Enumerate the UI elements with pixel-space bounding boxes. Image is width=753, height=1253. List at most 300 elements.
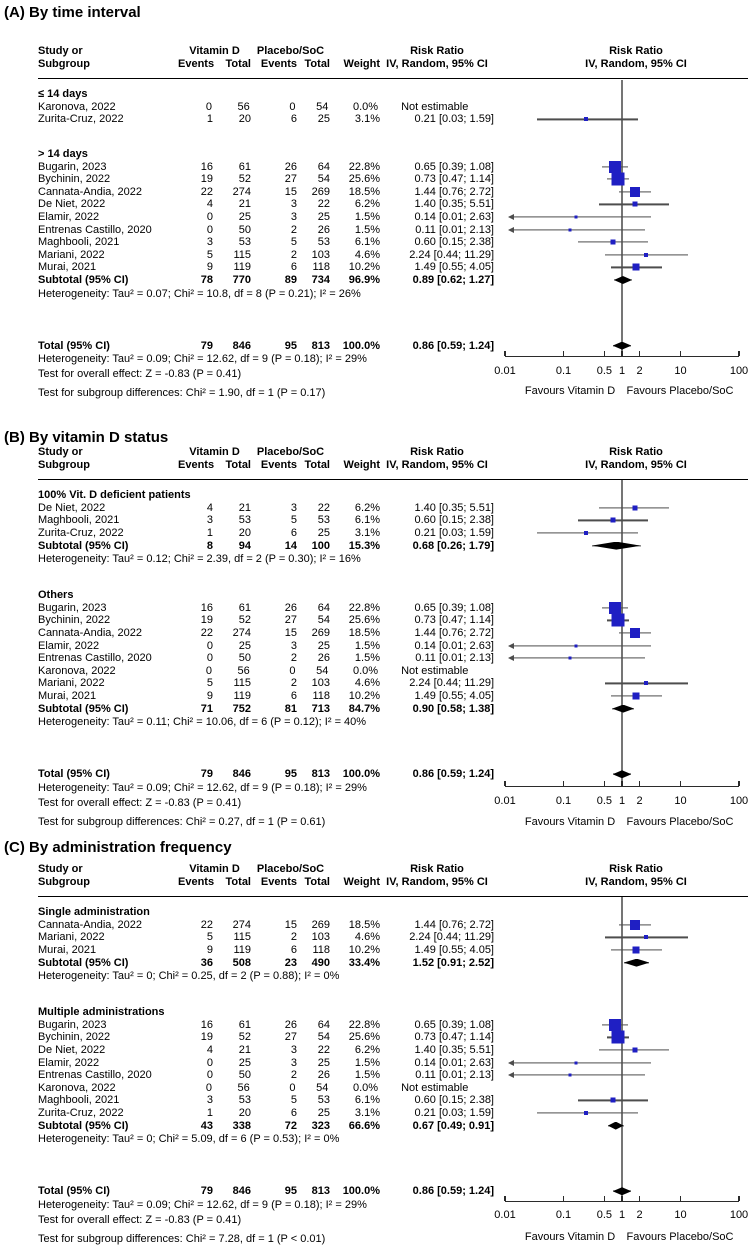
- events-treatment: 43: [200, 1119, 213, 1132]
- total-control: 22: [317, 501, 330, 514]
- weight-value: 1.5%: [354, 223, 380, 236]
- events-treatment: 0: [205, 1081, 212, 1094]
- total-control: 269: [311, 627, 330, 640]
- total-diamond: [613, 342, 632, 350]
- events-treatment: 4: [206, 1044, 213, 1057]
- statistics-note-row: Test for subgroup differences: Chi² = 7.28, df = 1 (P < 0.01): [38, 1233, 326, 1245]
- table-header-row: [0, 57, 753, 70]
- events-treatment: 71: [200, 702, 213, 715]
- total-treatment: 21: [238, 198, 251, 211]
- table-rows: [0, 480, 753, 830]
- plot-cell: [509, 186, 743, 199]
- study-label: Entrenas Castillo, 2020: [38, 1069, 152, 1082]
- events-treatment: 3: [206, 514, 213, 527]
- total-treatment: 20: [238, 1107, 251, 1120]
- events-control: 5: [290, 514, 297, 527]
- weight-value: 15.3%: [348, 539, 380, 552]
- row-spacer: [0, 567, 753, 589]
- total-treatment: 56: [237, 100, 250, 113]
- col-riskratio-header: Risk Ratio: [410, 862, 464, 875]
- total-control: 25: [317, 113, 330, 126]
- col-total-header: Total: [304, 57, 330, 70]
- effect-marker: [630, 628, 640, 638]
- axis-tick-label: 0.1: [555, 1209, 572, 1221]
- plot-cell: [509, 919, 743, 932]
- table-row: [0, 339, 753, 352]
- subgroup-header-row: ≤ 14 days: [38, 88, 88, 101]
- ci-line: [509, 658, 645, 659]
- subgroup-header-row: Single administration: [38, 906, 150, 919]
- risk-ratio-value: 1.40 [0.35; 5.51]: [414, 501, 494, 514]
- weight-value: 100.0%: [342, 339, 380, 352]
- effect-marker: [644, 681, 648, 685]
- axis-tick-label: 0.5: [596, 795, 613, 807]
- col-total-header: Total: [304, 875, 330, 888]
- risk-ratio-value: Not estimable: [401, 100, 469, 113]
- statistics-note-row: Test for subgroup differences: Chi² = 1.90, df = 1 (P = 0.17): [38, 387, 326, 400]
- study-label: Maghbooli, 2021: [38, 514, 120, 527]
- study-label: Bychinin, 2022: [38, 1031, 111, 1044]
- events-treatment: 0: [206, 652, 213, 665]
- events-control: 0: [289, 1081, 296, 1094]
- table-row: [0, 919, 753, 932]
- total-control: 103: [311, 931, 330, 944]
- events-treatment: 19: [200, 1031, 213, 1044]
- table-header-row: [0, 445, 753, 458]
- risk-ratio-value: 1.44 [0.76; 2.72]: [414, 185, 494, 198]
- axis-tick-label: 100: [729, 795, 749, 807]
- events-control: 3: [290, 639, 297, 652]
- risk-ratio-value: 0.90 [0.58; 1.38]: [412, 702, 494, 715]
- study-label: Murai, 2021: [38, 690, 97, 703]
- subtotal-diamond: [624, 959, 650, 967]
- col-events-header: Events: [178, 875, 215, 888]
- col-study-header: Study or: [38, 862, 83, 875]
- weight-value: 1.5%: [354, 211, 380, 224]
- weight-value: 0.0%: [352, 1081, 379, 1094]
- effect-marker: [633, 264, 640, 271]
- plot-cell: [509, 944, 743, 957]
- plot-model-header: IV, Random, 95% CI: [585, 458, 687, 471]
- study-label: Zurita-Cruz, 2022: [38, 113, 124, 126]
- events-control: 5: [290, 1094, 297, 1107]
- table-row: [0, 274, 753, 287]
- plot-cell: [509, 527, 743, 540]
- risk-ratio-value: 1.40 [0.35; 5.51]: [414, 198, 494, 211]
- study-label: Mariani, 2022: [38, 248, 105, 261]
- total-control: 118: [312, 944, 330, 957]
- weight-value: 1.5%: [354, 1069, 380, 1082]
- plot-cell: [509, 931, 743, 944]
- events-control: 95: [284, 1185, 297, 1198]
- total-control: 64: [317, 601, 330, 614]
- col-riskratio-header: Risk Ratio: [410, 445, 464, 458]
- table-header-row: [0, 875, 753, 888]
- col-weight-header: Weight: [343, 57, 380, 70]
- events-treatment: 5: [206, 677, 213, 690]
- effect-marker: [630, 187, 640, 197]
- effect-marker: [584, 531, 588, 535]
- weight-value: 4.6%: [354, 677, 380, 690]
- events-control: 3: [290, 1056, 297, 1069]
- effect-marker: [609, 161, 621, 173]
- col-events-header: Events: [260, 57, 297, 70]
- plot-cell: [509, 1069, 743, 1082]
- total-control: 118: [312, 690, 330, 703]
- table-row: [0, 173, 753, 186]
- events-control: 26: [284, 601, 297, 614]
- events-treatment: 3: [206, 236, 213, 249]
- risk-ratio-value: 0.11 [0.01; 2.13]: [415, 223, 494, 236]
- total-treatment: 21: [238, 501, 251, 514]
- plot-cell: [509, 652, 743, 665]
- study-label: Murai, 2021: [38, 944, 97, 957]
- effect-marker: [609, 602, 621, 614]
- plot-cell: [509, 113, 743, 126]
- events-control: 81: [284, 702, 297, 715]
- effect-marker: [632, 1048, 637, 1053]
- total-treatment: 50: [238, 223, 251, 236]
- events-treatment: 16: [200, 601, 213, 614]
- plot-cell: [509, 236, 743, 249]
- total-control: 54: [317, 1031, 330, 1044]
- events-treatment: 19: [200, 614, 213, 627]
- total-control: 118: [312, 261, 330, 274]
- weight-value: 10.2%: [348, 944, 380, 957]
- weight-value: 1.5%: [354, 652, 380, 665]
- total-control: 22: [317, 1044, 330, 1057]
- weight-value: 100.0%: [342, 768, 380, 781]
- total-control: 813: [311, 768, 330, 781]
- effect-marker: [612, 173, 625, 186]
- plot-cell: [509, 1019, 743, 1032]
- total-treatment: 25: [238, 1056, 251, 1069]
- ci-line: [509, 1062, 651, 1063]
- plot-cell: [509, 249, 743, 262]
- col-subgroup-header: Subgroup: [38, 57, 90, 70]
- total-treatment: 52: [238, 173, 251, 186]
- events-control: 3: [290, 198, 297, 211]
- col-treatment-header: Vitamin D: [189, 862, 240, 875]
- effect-marker: [575, 1061, 578, 1064]
- total-treatment: 56: [237, 664, 250, 677]
- effect-marker: [611, 1098, 616, 1103]
- events-control: 6: [290, 690, 297, 703]
- study-label: Elamir, 2022: [38, 211, 100, 224]
- favours-left-label: Favours Vitamin D: [524, 816, 616, 828]
- table-row: [0, 223, 753, 236]
- total-treatment: 119: [233, 261, 251, 274]
- weight-value: 4.6%: [354, 248, 380, 261]
- statistics-note-row: Heterogeneity: Tau² = 0.07; Chi² = 10.8, df = 8 (P = 0.21); I² = 26%: [38, 287, 361, 300]
- risk-ratio-value: 0.65 [0.39; 1.08]: [414, 601, 494, 614]
- plot-cell: [509, 702, 743, 715]
- risk-ratio-value: Not estimable: [401, 664, 469, 677]
- effect-marker: [612, 614, 625, 627]
- events-control: 3: [290, 211, 297, 224]
- study-label: Karonova, 2022: [38, 100, 116, 113]
- panel-title: (C) By administration frequency: [4, 839, 232, 856]
- col-model-header: IV, Random, 95% CI: [386, 875, 488, 888]
- effect-marker: [568, 657, 571, 660]
- col-model-header: IV, Random, 95% CI: [386, 57, 488, 70]
- table-row: [0, 1107, 753, 1120]
- events-treatment: 0: [206, 639, 213, 652]
- table-row: [0, 690, 753, 703]
- col-model-header: IV, Random, 95% CI: [386, 458, 488, 471]
- study-label: Cannata-Andia, 2022: [38, 185, 142, 198]
- total-control: 64: [317, 1018, 330, 1031]
- total-control: 734: [311, 274, 330, 287]
- events-treatment: 79: [200, 768, 213, 781]
- axis-tick-label: 2: [636, 1209, 643, 1221]
- risk-ratio-value: 0.89 [0.62; 1.27]: [412, 274, 494, 287]
- study-label: Murai, 2021: [38, 261, 97, 274]
- table-row: [0, 514, 753, 527]
- total-treatment: 53: [238, 1094, 251, 1107]
- plot-cell: [509, 160, 743, 173]
- plot-riskratio-header: Risk Ratio: [609, 445, 663, 458]
- events-control: 89: [284, 274, 297, 287]
- total-control: 54: [316, 664, 329, 677]
- risk-ratio-value: 0.86 [0.59; 1.24]: [412, 768, 494, 781]
- risk-ratio-value: 2.24 [0.44; 11.29]: [409, 931, 494, 944]
- panel-time-interval: [0, 0, 753, 425]
- weight-value: 25.6%: [348, 173, 380, 186]
- weight-value: 84.7%: [348, 702, 380, 715]
- col-control-header: Placebo/SoC: [256, 445, 325, 458]
- total-control: 813: [311, 339, 330, 352]
- weight-value: 0.0%: [352, 664, 379, 677]
- study-label: Karonova, 2022: [38, 1081, 116, 1094]
- risk-ratio-value: 0.73 [0.47; 1.14]: [414, 1031, 494, 1044]
- total-control: 103: [311, 677, 330, 690]
- plot-cell: [509, 690, 743, 703]
- study-label: Total (95% CI): [38, 339, 110, 352]
- table-row: [0, 768, 753, 781]
- risk-ratio-value: 0.73 [0.47; 1.14]: [414, 173, 494, 186]
- col-events-header: Events: [260, 458, 297, 471]
- events-treatment: 1: [206, 527, 213, 540]
- table-row: [0, 1044, 753, 1057]
- total-control: 25: [317, 527, 330, 540]
- axis-tick-label: 0.01: [494, 795, 516, 807]
- risk-ratio-value: 0.65 [0.39; 1.08]: [414, 1018, 494, 1031]
- events-control: 6: [290, 944, 297, 957]
- col-weight-header: Weight: [343, 458, 380, 471]
- total-treatment: 274: [232, 627, 251, 640]
- subtotal-diamond: [592, 542, 641, 550]
- events-treatment: 16: [200, 160, 213, 173]
- plot-cell: [509, 539, 743, 552]
- risk-ratio-value: 2.24 [0.44; 11.29]: [409, 677, 494, 690]
- plot-cell: [509, 768, 743, 781]
- total-control: 25: [317, 211, 330, 224]
- weight-value: 0.0%: [352, 100, 379, 113]
- effect-marker: [632, 505, 637, 510]
- risk-ratio-value: 0.86 [0.59; 1.24]: [412, 339, 494, 352]
- study-label: De Niet, 2022: [38, 1044, 106, 1057]
- weight-value: 10.2%: [348, 261, 380, 274]
- events-control: 23: [284, 956, 297, 969]
- statistics-note-row: Test for overall effect: Z = -0.83 (P = 0.41): [38, 1214, 242, 1226]
- events-control: 6: [290, 1107, 297, 1120]
- ci-line: [509, 216, 651, 217]
- events-control: 0: [289, 100, 296, 113]
- events-treatment: 78: [200, 274, 213, 287]
- statistics-note-row: Test for subgroup differences: Chi² = 0.27, df = 1 (P = 0.61): [38, 816, 326, 828]
- study-label: Subtotal (95% CI): [38, 1119, 129, 1132]
- subgroup-header-row: > 14 days: [38, 148, 88, 161]
- total-control: 25: [317, 1107, 330, 1120]
- risk-ratio-value: 0.73 [0.47; 1.14]: [414, 614, 494, 627]
- col-control-header: Placebo/SoC: [256, 862, 325, 875]
- total-control: 53: [317, 514, 330, 527]
- study-label: Subtotal (95% CI): [38, 702, 129, 715]
- effect-marker: [612, 1031, 625, 1044]
- table-row: [0, 502, 753, 515]
- total-control: 490: [311, 956, 330, 969]
- total-treatment: 274: [232, 185, 251, 198]
- panel-vitamin-d-status: [0, 425, 753, 838]
- col-total-header: Total: [304, 458, 330, 471]
- events-control: 3: [290, 501, 297, 514]
- events-treatment: 9: [206, 944, 213, 957]
- total-control: 323: [311, 1119, 330, 1132]
- col-events-header: Events: [178, 458, 215, 471]
- risk-ratio-value: 2.24 [0.44; 11.29]: [409, 248, 494, 261]
- events-control: 2: [290, 677, 297, 690]
- events-treatment: 79: [200, 1185, 213, 1198]
- events-control: 3: [290, 1044, 297, 1057]
- study-label: Bugarin, 2023: [38, 1018, 107, 1031]
- events-treatment: 0: [206, 211, 213, 224]
- events-treatment: 36: [200, 956, 213, 969]
- total-control: 26: [317, 223, 330, 236]
- events-control: 0: [289, 664, 296, 677]
- weight-value: 3.1%: [354, 1107, 380, 1120]
- plot-cell: [509, 339, 743, 352]
- total-treatment: 53: [238, 236, 251, 249]
- events-control: 15: [284, 185, 297, 198]
- risk-ratio-value: 0.65 [0.39; 1.08]: [414, 160, 494, 173]
- effect-marker: [611, 518, 616, 523]
- statistics-note-row: Heterogeneity: Tau² = 0.12; Chi² = 2.39, df = 2 (P = 0.30); I² = 16%: [38, 553, 361, 566]
- total-treatment: 52: [238, 614, 251, 627]
- table-row: [0, 931, 753, 944]
- total-control: 103: [311, 248, 330, 261]
- events-control: 2: [290, 931, 297, 944]
- events-control: 6: [290, 261, 297, 274]
- axis-tick-label: 0.1: [555, 795, 572, 807]
- events-treatment: 0: [206, 223, 213, 236]
- study-label: Bychinin, 2022: [38, 173, 111, 186]
- weight-value: 10.2%: [348, 690, 380, 703]
- forest-table: [0, 862, 753, 1247]
- risk-ratio-value: 1.40 [0.35; 5.51]: [414, 1044, 494, 1057]
- plot-cell: [520, 1082, 753, 1095]
- panel-title: (A) By time interval: [4, 4, 141, 21]
- events-treatment: 5: [206, 248, 213, 261]
- col-study-header: Study or: [38, 44, 83, 57]
- table-row: [0, 956, 753, 969]
- statistics-note-row: Heterogeneity: Tau² = 0.11; Chi² = 10.06, df = 6 (P = 0.12); I² = 40%: [38, 716, 367, 729]
- events-treatment: 79: [200, 339, 213, 352]
- effect-marker: [644, 935, 648, 939]
- weight-value: 25.6%: [348, 614, 380, 627]
- weight-value: 22.8%: [348, 160, 380, 173]
- plot-cell: [520, 101, 753, 114]
- axis-tick-label: 10: [674, 365, 687, 377]
- study-label: Subtotal (95% CI): [38, 274, 129, 287]
- events-control: 14: [284, 539, 297, 552]
- events-treatment: 5: [206, 931, 213, 944]
- table-row: [0, 1056, 753, 1069]
- events-control: 2: [290, 652, 297, 665]
- plot-riskratio-header: Risk Ratio: [609, 862, 663, 875]
- statistics-note-row: Heterogeneity: Tau² = 0; Chi² = 0.25, df = 2 (P = 0.88); I² = 0%: [38, 970, 340, 983]
- total-control: 22: [317, 198, 330, 211]
- ci-line: [509, 1075, 645, 1076]
- total-control: 269: [311, 918, 330, 931]
- row-spacer: [0, 1147, 753, 1185]
- total-treatment: 52: [238, 1031, 251, 1044]
- total-treatment: 770: [232, 274, 251, 287]
- risk-ratio-value: 0.11 [0.01; 2.13]: [415, 1069, 494, 1082]
- total-diamond: [613, 770, 632, 778]
- total-treatment: 50: [238, 1069, 251, 1082]
- ci-arrow-left: [508, 655, 514, 661]
- table-row: [0, 160, 753, 173]
- events-control: 2: [290, 248, 297, 261]
- subtotal-diamond: [608, 1122, 624, 1130]
- risk-ratio-value: 0.60 [0.15; 2.38]: [414, 1094, 494, 1107]
- table-row: [0, 639, 753, 652]
- statistics-note-row: Heterogeneity: Tau² = 0.09; Chi² = 12.62, df = 9 (P = 0.18); I² = 29%: [38, 782, 367, 794]
- events-treatment: 9: [206, 261, 213, 274]
- total-control: 26: [317, 1069, 330, 1082]
- col-subgroup-header: Subgroup: [38, 875, 90, 888]
- weight-value: 6.1%: [354, 236, 380, 249]
- favours-left-label: Favours Vitamin D: [524, 385, 616, 397]
- col-total-header: Total: [225, 57, 251, 70]
- axis-tick-label: 0.01: [494, 1209, 516, 1221]
- total-control: 53: [317, 236, 330, 249]
- table-row: [0, 1031, 753, 1044]
- effect-marker: [632, 202, 637, 207]
- total-treatment: 61: [238, 160, 251, 173]
- total-control: 25: [317, 639, 330, 652]
- statistics-note-row: Heterogeneity: Tau² = 0.09; Chi² = 12.62, df = 9 (P = 0.18); I² = 29%: [38, 353, 367, 366]
- events-control: 2: [290, 223, 297, 236]
- col-treatment-header: Vitamin D: [189, 445, 240, 458]
- table-row: [0, 261, 753, 274]
- col-riskratio-header: Risk Ratio: [410, 44, 464, 57]
- ci-arrow-left: [508, 1060, 514, 1066]
- plot-cell: [509, 602, 743, 615]
- col-study-header: Study or: [38, 445, 83, 458]
- table-row: [0, 1185, 753, 1198]
- subgroup-header-row: Others: [38, 589, 74, 602]
- study-label: Cannata-Andia, 2022: [38, 918, 142, 931]
- events-treatment: 0: [206, 1069, 213, 1082]
- study-label: Mariani, 2022: [38, 677, 105, 690]
- events-control: 26: [284, 160, 297, 173]
- study-label: De Niet, 2022: [38, 501, 106, 514]
- risk-ratio-value: 1.49 [0.55; 4.05]: [414, 944, 494, 957]
- effect-marker: [584, 1111, 588, 1115]
- effect-marker: [611, 240, 616, 245]
